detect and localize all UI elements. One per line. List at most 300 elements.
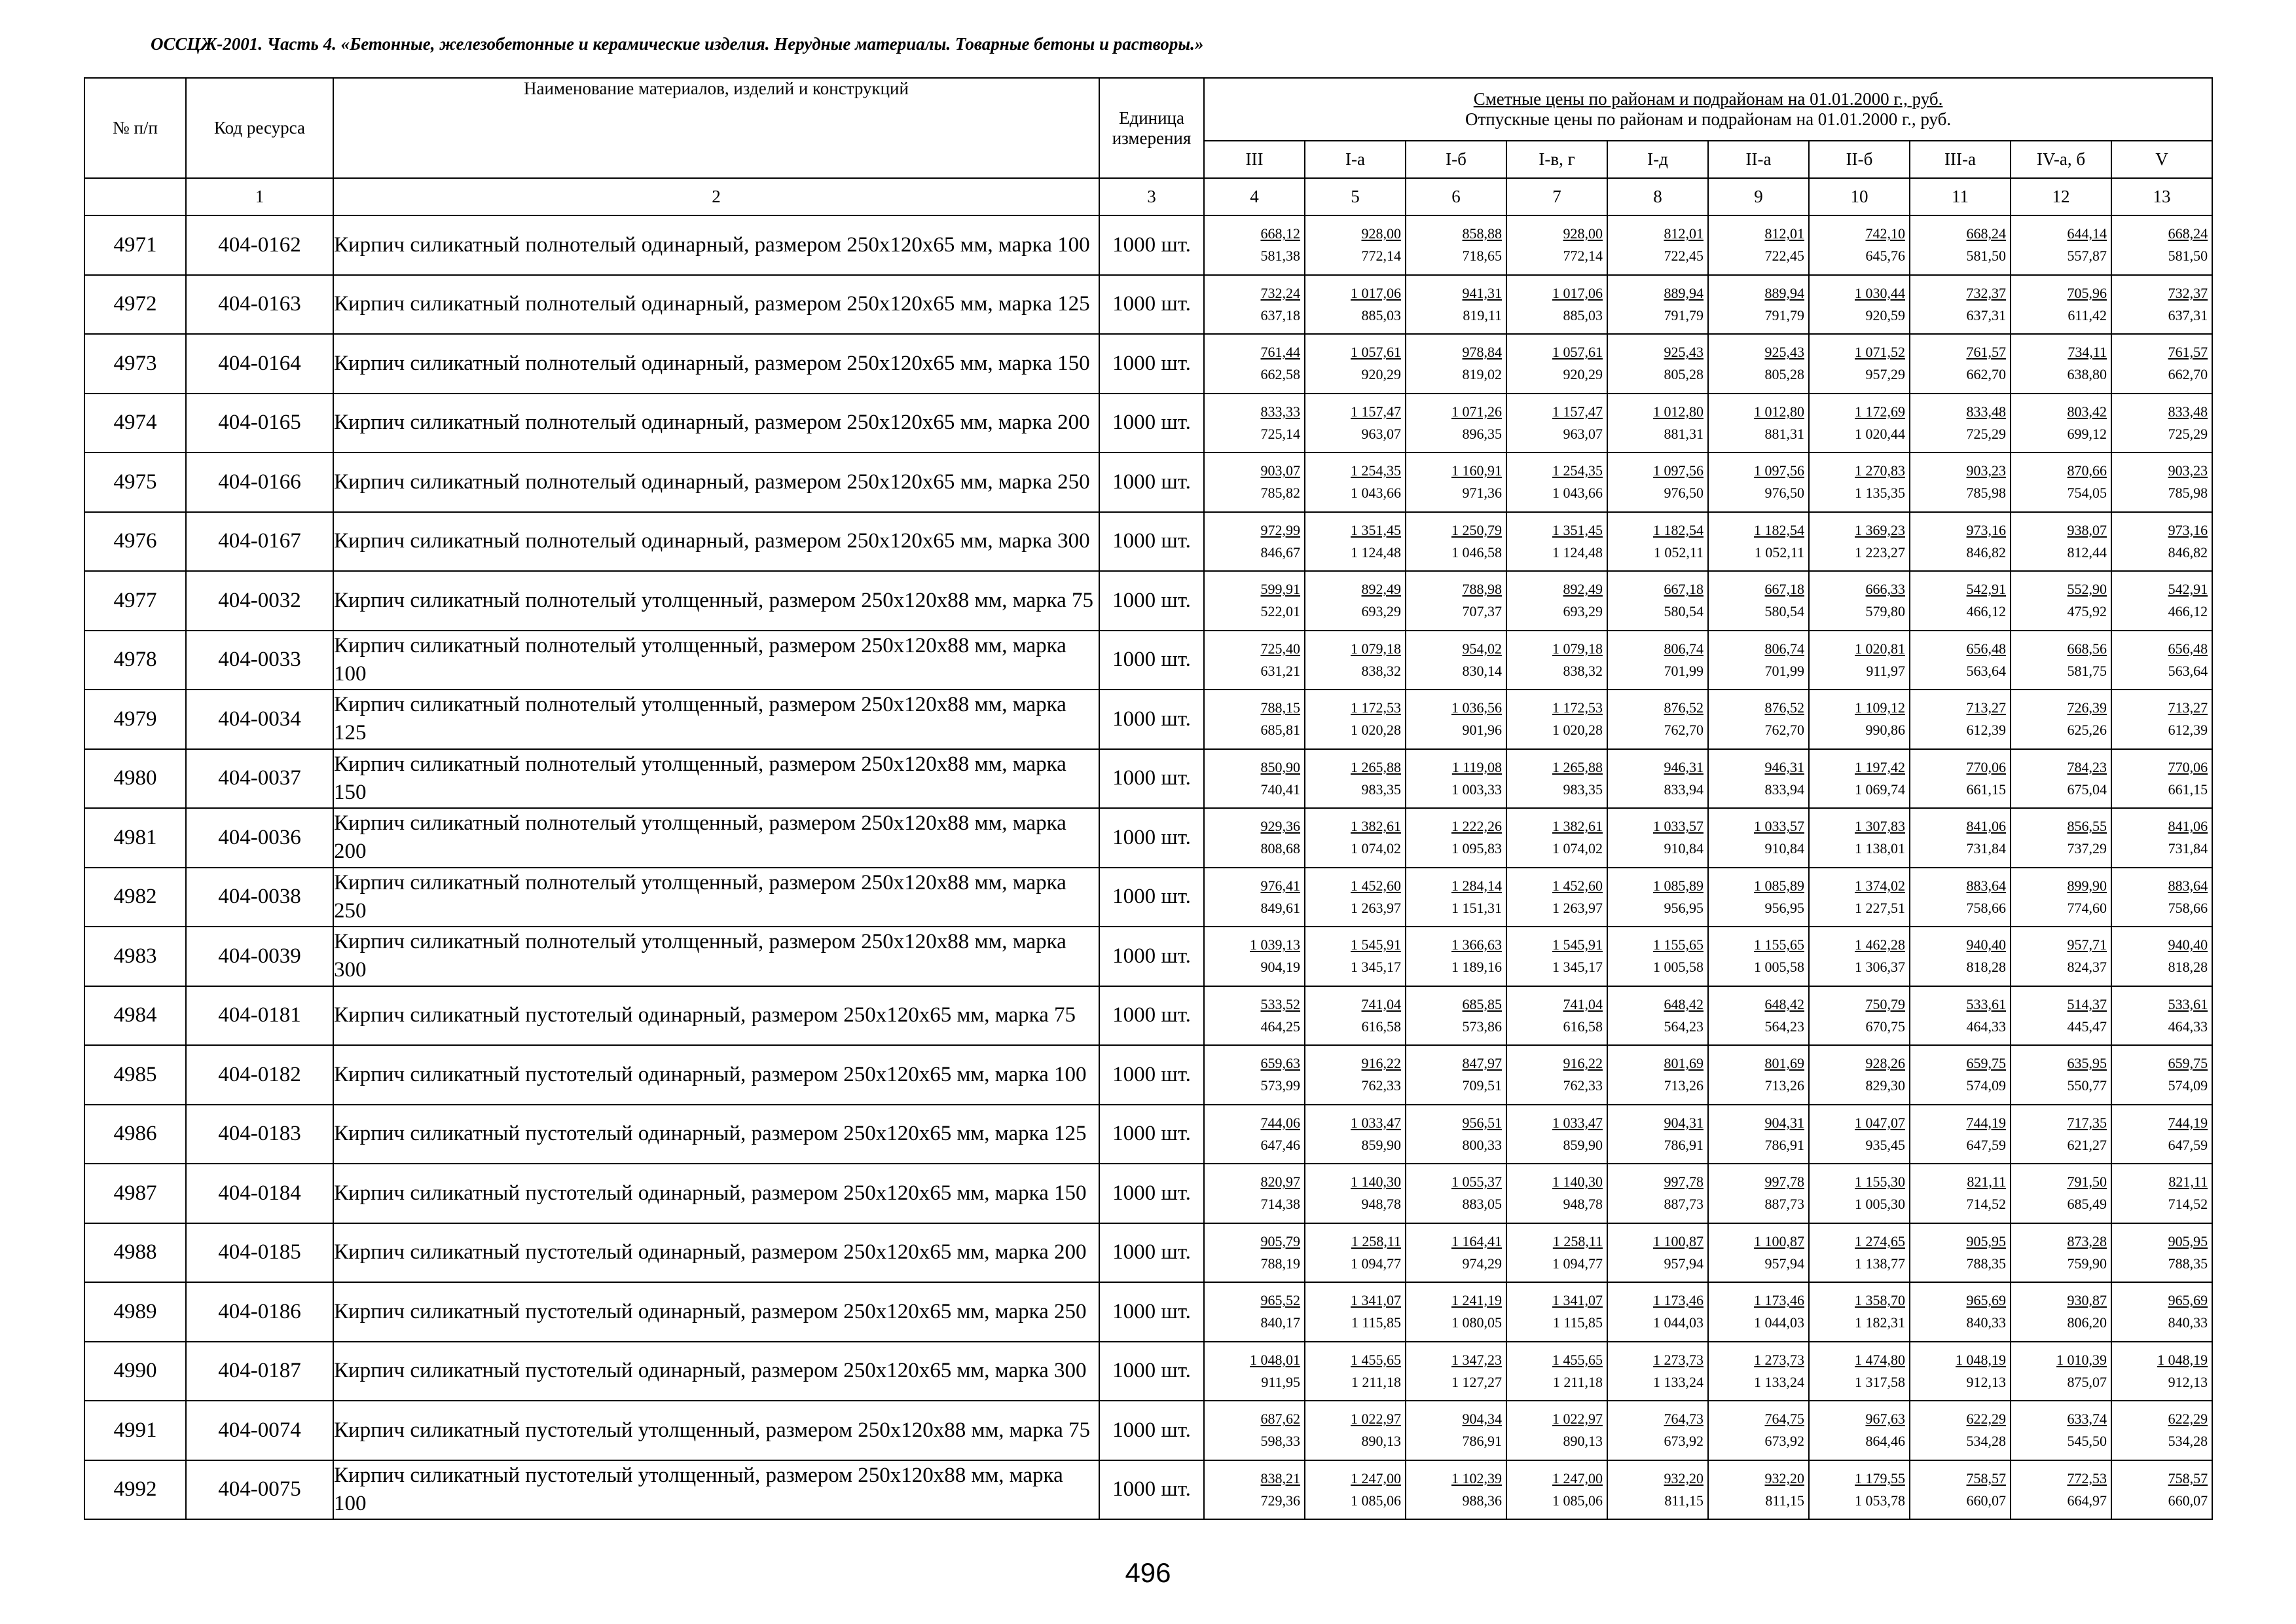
price-cell [1607,749,1708,809]
release-price: 1 345,17 [1351,959,1401,976]
unit-of-measure: 1000 шт. [1099,927,1204,986]
release-price: 685,81 [1260,722,1300,739]
price-cell [1305,1105,1406,1164]
material-name: Кирпич силикатный полнотелый утолщенный, размером 250х120х88 мм, марка 125 [333,690,1099,749]
estimated-price: 1 022,97 [1552,1411,1603,1428]
unit-of-measure: 1000 шт. [1099,215,1204,275]
col-index: 13 [2111,178,2212,215]
release-price: 1 094,77 [1351,1255,1401,1272]
resource-code: 404-0181 [186,986,333,1046]
resource-code: 404-0182 [186,1045,333,1105]
release-price: 612,39 [2168,722,2208,739]
release-price: 1 074,02 [1351,840,1401,857]
release-price: 714,52 [2168,1196,2208,1213]
price-cell [2111,927,2212,986]
estimated-price: 713,27 [1966,699,2006,716]
price-cell [1809,1460,1910,1520]
estimated-price: 1 097,56 [1754,462,1804,479]
estimated-price: 734,11 [2068,344,2107,361]
price-cell [1607,334,1708,394]
price-cell [1305,1164,1406,1223]
price-cell [1809,394,1910,453]
region-header: II-б [1809,141,1910,178]
material-name: Кирпич силикатный полнотелый утолщенный, размером 250х120х88 мм, марка 250 [333,868,1099,927]
estimated-price: 761,44 [1260,344,1300,361]
estimated-price: 635,95 [2067,1055,2107,1072]
price-cell [1506,1342,1607,1401]
price-cell [1607,1045,1708,1105]
price-cell [1305,1282,1406,1342]
estimated-price: 1 545,91 [1552,936,1603,953]
release-price: 758,66 [1966,899,2006,916]
price-cell [1406,808,1506,868]
material-name: Кирпич силикатный пустотелый одинарный, размером 250х120х65 мм, марка 150 [333,1164,1099,1223]
release-price: 625,26 [2067,722,2107,739]
price-cell [2011,1105,2111,1164]
estimated-price: 1 085,89 [1653,877,1704,894]
price-cell [1506,275,1607,335]
release-price: 580,54 [1664,603,1704,620]
price-cell [2111,571,2212,631]
release-price: 818,28 [1966,959,2006,976]
estimated-price: 1 010,39 [2056,1351,2107,1368]
estimated-price: 997,78 [1764,1173,1804,1190]
estimated-price: 928,00 [1563,225,1603,242]
price-cell [1809,808,1910,868]
price-cell [1506,808,1607,868]
release-price: 731,84 [1966,840,2006,857]
estimated-price: 1 273,73 [1754,1351,1804,1368]
price-cell [2011,1164,2111,1223]
price-cell [2011,631,2111,690]
price-cell [1506,749,1607,809]
material-name: Кирпич силикатный пустотелый утолщенный, размером 250х120х88 мм, марка 75 [333,1401,1099,1460]
estimated-price: 1 369,23 [1855,521,1905,538]
release-price: 910,84 [1664,840,1704,857]
estimated-price: 889,94 [1664,284,1704,301]
release-price: 887,73 [1764,1196,1804,1213]
estimated-price: 1 172,53 [1351,699,1401,716]
row-number: 4985 [84,1045,186,1105]
region-header: I-в, г [1506,141,1607,178]
estimated-price: 978,84 [1462,344,1502,361]
price-cell [1910,808,2011,868]
estimated-price: 1 274,65 [1855,1232,1905,1249]
estimated-price: 821,11 [2168,1173,2208,1190]
release-price: 971,36 [1462,485,1502,502]
row-number: 4977 [84,571,186,631]
table-row [84,868,2212,927]
release-price: 1 138,77 [1855,1255,1905,1272]
price-cell [1910,868,2011,927]
price-cell [1708,1401,1809,1460]
release-price: 920,29 [1361,366,1401,383]
estimated-price: 1 222,26 [1451,818,1502,835]
release-price: 611,42 [2068,306,2107,323]
estimated-price: 972,99 [1260,521,1300,538]
release-price: 637,31 [2168,306,2208,323]
estimated-price: 1 341,07 [1351,1292,1401,1309]
estimated-price: 1 341,07 [1552,1292,1603,1309]
price-cell [1406,512,1506,572]
price-cell [1607,986,1708,1046]
release-price: 904,19 [1260,959,1300,976]
release-price: 785,98 [1966,485,2006,502]
release-price: 612,39 [1966,722,2006,739]
price-cell [1506,394,1607,453]
price-cell [1305,1460,1406,1520]
estimated-price: 685,85 [1462,995,1502,1012]
unit-of-measure: 1000 шт. [1099,394,1204,453]
release-price: 1 020,44 [1855,425,1905,442]
estimated-price: 666,33 [1865,581,1905,598]
region-header: I-а [1305,141,1406,178]
estimated-price: 965,69 [1966,1292,2006,1309]
row-number: 4990 [84,1342,186,1401]
release-price: 1 263,97 [1552,899,1603,916]
release-price: 699,12 [2067,425,2107,442]
estimated-price: 1 247,00 [1552,1469,1603,1486]
price-cell [1305,1401,1406,1460]
estimated-price: 1 545,91 [1351,936,1401,953]
unit-of-measure: 1000 шт. [1099,275,1204,335]
row-number: 4983 [84,927,186,986]
price-cell [2011,808,2111,868]
estimated-price: 904,34 [1462,1411,1502,1428]
table-row [84,1105,2212,1164]
col-header-prices [1204,78,2212,141]
price-cell [1809,1045,1910,1105]
estimated-price: 821,11 [1967,1173,2006,1190]
estimated-price: 1 182,54 [1754,521,1804,538]
col-header-name: Наименование материалов, изделий и конструкций [333,78,1099,178]
material-name: Кирпич силикатный полнотелый утолщенный, размером 250х120х88 мм, марка 100 [333,631,1099,690]
price-cell [1607,452,1708,512]
estimated-price: 883,64 [1966,877,2006,894]
estimated-price: 659,75 [2168,1055,2208,1072]
release-price: 976,50 [1764,485,1804,502]
col-index-blank [84,178,186,215]
row-number: 4986 [84,1105,186,1164]
price-cell [1910,571,2011,631]
release-price: 983,35 [1361,781,1401,798]
row-number: 4992 [84,1460,186,1520]
price-cell [1204,690,1305,749]
release-price: 910,84 [1764,840,1804,857]
release-price: 1 151,31 [1451,899,1502,916]
price-cell [2111,808,2212,868]
estimated-price: 929,36 [1260,818,1300,835]
price-cell [1809,749,1910,809]
price-cell [1406,334,1506,394]
price-cell [1305,1223,1406,1283]
estimated-price: 841,06 [1966,818,2006,835]
price-cell [1204,452,1305,512]
release-price: 1 053,78 [1855,1492,1905,1509]
release-price: 725,29 [2168,425,2208,442]
price-cell [2111,749,2212,809]
price-cell [1506,1105,1607,1164]
release-price: 673,92 [1664,1433,1704,1450]
price-cell [1910,1105,2011,1164]
release-price: 948,78 [1361,1196,1401,1213]
price-cell [1708,215,1809,275]
estimated-price: 1 047,07 [1855,1114,1905,1131]
table-row [84,986,2212,1046]
estimated-price: 925,43 [1764,344,1804,361]
release-price: 1 074,02 [1552,840,1603,857]
resource-code: 404-0165 [186,394,333,453]
estimated-price: 1 048,19 [2157,1351,2208,1368]
price-cell [1506,334,1607,394]
release-price: 445,47 [2067,1018,2107,1035]
price-cell [2011,1460,2111,1520]
estimated-price: 1 462,28 [1855,936,1905,953]
material-name: Кирпич силикатный пустотелый одинарный, размером 250х120х65 мм, марка 200 [333,1223,1099,1283]
release-price: 811,15 [1664,1492,1704,1509]
estimated-price: 850,90 [1260,758,1300,775]
price-cell [1406,1460,1506,1520]
unit-of-measure: 1000 шт. [1099,1401,1204,1460]
release-price: 881,31 [1764,425,1804,442]
release-price: 1 043,66 [1552,485,1603,502]
unit-of-measure: 1000 шт. [1099,690,1204,749]
table-row [84,1223,2212,1283]
resource-code: 404-0187 [186,1342,333,1401]
unit-of-measure: 1000 шт. [1099,512,1204,572]
table-row [84,215,2212,275]
price-cell [1607,275,1708,335]
release-price: 1 043,66 [1351,485,1401,502]
price-cell [1809,452,1910,512]
release-price: 824,37 [2067,959,2107,976]
release-price: 791,79 [1764,306,1804,323]
estimated-price: 533,61 [2168,995,2208,1012]
table-row [84,1401,2212,1460]
material-name: Кирпич силикатный полнотелый одинарный, размером 250х120х65 мм, марка 125 [333,275,1099,335]
release-price: 1 133,24 [1754,1373,1804,1390]
release-price: 849,61 [1260,899,1300,916]
price-cell [2011,1401,2111,1460]
resource-code: 404-0184 [186,1164,333,1223]
release-price: 545,50 [2067,1433,2107,1450]
unit-of-measure: 1000 шт. [1099,1105,1204,1164]
estimated-price: 741,04 [1563,995,1603,1012]
estimated-price: 1 351,45 [1552,521,1603,538]
price-cell [1204,986,1305,1046]
material-name: Кирпич силикатный пустотелый утолщенный, размером 250х120х88 мм, марка 100 [333,1460,1099,1520]
region-header: II-а [1708,141,1809,178]
material-name: Кирпич силикатный пустотелый одинарный, размером 250х120х65 мм, марка 100 [333,1045,1099,1105]
estimated-price: 725,40 [1260,640,1300,657]
price-cell [1708,512,1809,572]
estimated-price: 1 033,57 [1653,818,1704,835]
price-cell [1708,1164,1809,1223]
price-cell [2111,1045,2212,1105]
estimated-price: 1 097,56 [1653,462,1704,479]
resource-code: 404-0033 [186,631,333,690]
table-row [84,334,2212,394]
release-price: 1 138,01 [1855,840,1905,857]
release-price: 1 124,48 [1552,544,1603,561]
release-price: 645,76 [1865,248,1905,265]
release-price: 974,29 [1462,1255,1502,1272]
price-cell [1910,1164,2011,1223]
estimated-price: 1 474,80 [1855,1351,1905,1368]
col-header-code: Код ресурса [186,78,333,178]
release-price: 762,70 [1764,722,1804,739]
price-cell [1910,1223,2011,1283]
estimated-price: 668,12 [1260,225,1300,242]
estimated-price: 1 022,97 [1351,1411,1401,1428]
price-cell [1607,512,1708,572]
estimated-price: 1 039,13 [1250,936,1300,953]
table-row [84,690,2212,749]
release-price: 638,80 [2067,366,2107,383]
estimated-price: 622,29 [2168,1411,2208,1428]
release-price: 713,26 [1664,1077,1704,1094]
release-price: 664,97 [2067,1492,2107,1509]
estimated-price: 761,57 [1966,344,2006,361]
estimated-price: 1 284,14 [1451,877,1502,894]
price-cell [1406,749,1506,809]
price-cell [1204,1105,1305,1164]
price-cell [1204,1164,1305,1223]
estimated-price: 806,74 [1764,640,1804,657]
price-cell [1406,394,1506,453]
estimated-price: 770,06 [2168,758,2208,775]
estimated-price: 1 017,06 [1552,284,1603,301]
estimated-price: 758,57 [2168,1469,2208,1486]
estimated-price: 1 374,02 [1855,877,1905,894]
price-cell [1607,1164,1708,1223]
release-price: 1 052,11 [1653,544,1704,561]
release-price: 890,13 [1361,1433,1401,1450]
release-price: 805,28 [1664,366,1704,383]
material-name: Кирпич силикатный полнотелый утолщенный, размером 250х120х88 мм, марка 150 [333,749,1099,809]
price-cell [1204,1045,1305,1105]
region-header: V [2111,141,2212,178]
release-price: 563,64 [2168,662,2208,679]
price-cell [1305,512,1406,572]
region-header: I-д [1607,141,1708,178]
release-price: 786,91 [1462,1433,1502,1450]
col-index: 1 [186,178,333,215]
estimated-price: 1 055,37 [1451,1173,1502,1190]
estimated-price: 1 366,63 [1451,936,1502,953]
col-index: 3 [1099,178,1204,215]
region-header: III [1204,141,1305,178]
price-cell [1305,868,1406,927]
estimated-price: 744,19 [2168,1114,2208,1131]
price-cell [1607,1460,1708,1520]
release-price: 574,09 [1966,1077,2006,1094]
row-number: 4978 [84,631,186,690]
price-cell [1506,452,1607,512]
release-price: 1 124,48 [1351,544,1401,561]
price-cell [2111,868,2212,927]
row-number: 4989 [84,1282,186,1342]
price-cell [1910,1282,2011,1342]
price-cell [1506,1164,1607,1223]
price-cell [1204,215,1305,275]
estimated-price: 788,15 [1260,699,1300,716]
release-price: 838,32 [1361,662,1401,679]
release-price: 983,35 [1563,781,1603,798]
release-price: 464,33 [1966,1018,2006,1035]
price-cell [1305,215,1406,275]
table-row [84,394,2212,453]
material-name: Кирпич силикатный полнотелый одинарный, размером 250х120х65 мм, марка 300 [333,512,1099,572]
release-price: 1 115,85 [1351,1314,1401,1331]
release-price: 522,01 [1260,603,1300,620]
release-price: 912,13 [2168,1373,2208,1390]
price-cell [1204,749,1305,809]
release-price: 864,46 [1865,1433,1905,1450]
prices-title-estimated: Сметные цены по районам и подрайонам на 01.01.2000 г., руб. [1473,89,1943,109]
price-cell [1708,986,1809,1046]
release-price: 713,26 [1764,1077,1804,1094]
col-index: 8 [1607,178,1708,215]
estimated-price: 932,20 [1764,1469,1804,1486]
estimated-price: 916,22 [1361,1055,1401,1072]
material-name: Кирпич силикатный пустотелый одинарный, размером 250х120х65 мм, марка 250 [333,1282,1099,1342]
estimated-price: 905,79 [1260,1232,1300,1249]
estimated-price: 876,52 [1664,699,1704,716]
price-cell [1204,334,1305,394]
estimated-price: 1 455,65 [1552,1351,1603,1368]
price-cell [1204,1223,1305,1283]
release-price: 1 317,58 [1855,1373,1905,1390]
estimated-price: 1 085,89 [1754,877,1804,894]
release-price: 563,64 [1966,662,2006,679]
price-cell [1305,1342,1406,1401]
release-price: 673,92 [1764,1433,1804,1450]
unit-of-measure: 1000 шт. [1099,868,1204,927]
price-cell [1607,690,1708,749]
release-price: 598,33 [1260,1433,1300,1450]
price-cell [1809,571,1910,631]
col-index: 12 [2011,178,2111,215]
release-price: 714,52 [1966,1196,2006,1213]
price-cell [1708,1105,1809,1164]
unit-of-measure: 1000 шт. [1099,1223,1204,1283]
row-number: 4973 [84,334,186,394]
release-price: 464,33 [2168,1018,2208,1035]
release-price: 693,29 [1361,603,1401,620]
estimated-price: 1 100,87 [1653,1232,1704,1249]
estimated-price: 1 057,61 [1552,344,1603,361]
price-cell [1910,1401,2011,1460]
release-price: 616,58 [1361,1018,1401,1035]
price-cell [1809,512,1910,572]
estimated-price: 744,19 [1966,1114,2006,1131]
price-cell [1910,512,2011,572]
estimated-price: 1 140,30 [1351,1173,1401,1190]
table-row [84,631,2212,690]
release-price: 885,03 [1563,306,1603,323]
price-cell [1204,1282,1305,1342]
release-price: 709,51 [1462,1077,1502,1094]
estimated-price: 648,42 [1764,995,1804,1012]
row-number: 4991 [84,1401,186,1460]
price-cell [1607,1223,1708,1283]
price-cell [1607,1401,1708,1460]
release-price: 685,49 [2067,1196,2107,1213]
page-number: 496 [1125,1557,1171,1588]
price-cell [1305,394,1406,453]
price-cell [1910,452,2011,512]
